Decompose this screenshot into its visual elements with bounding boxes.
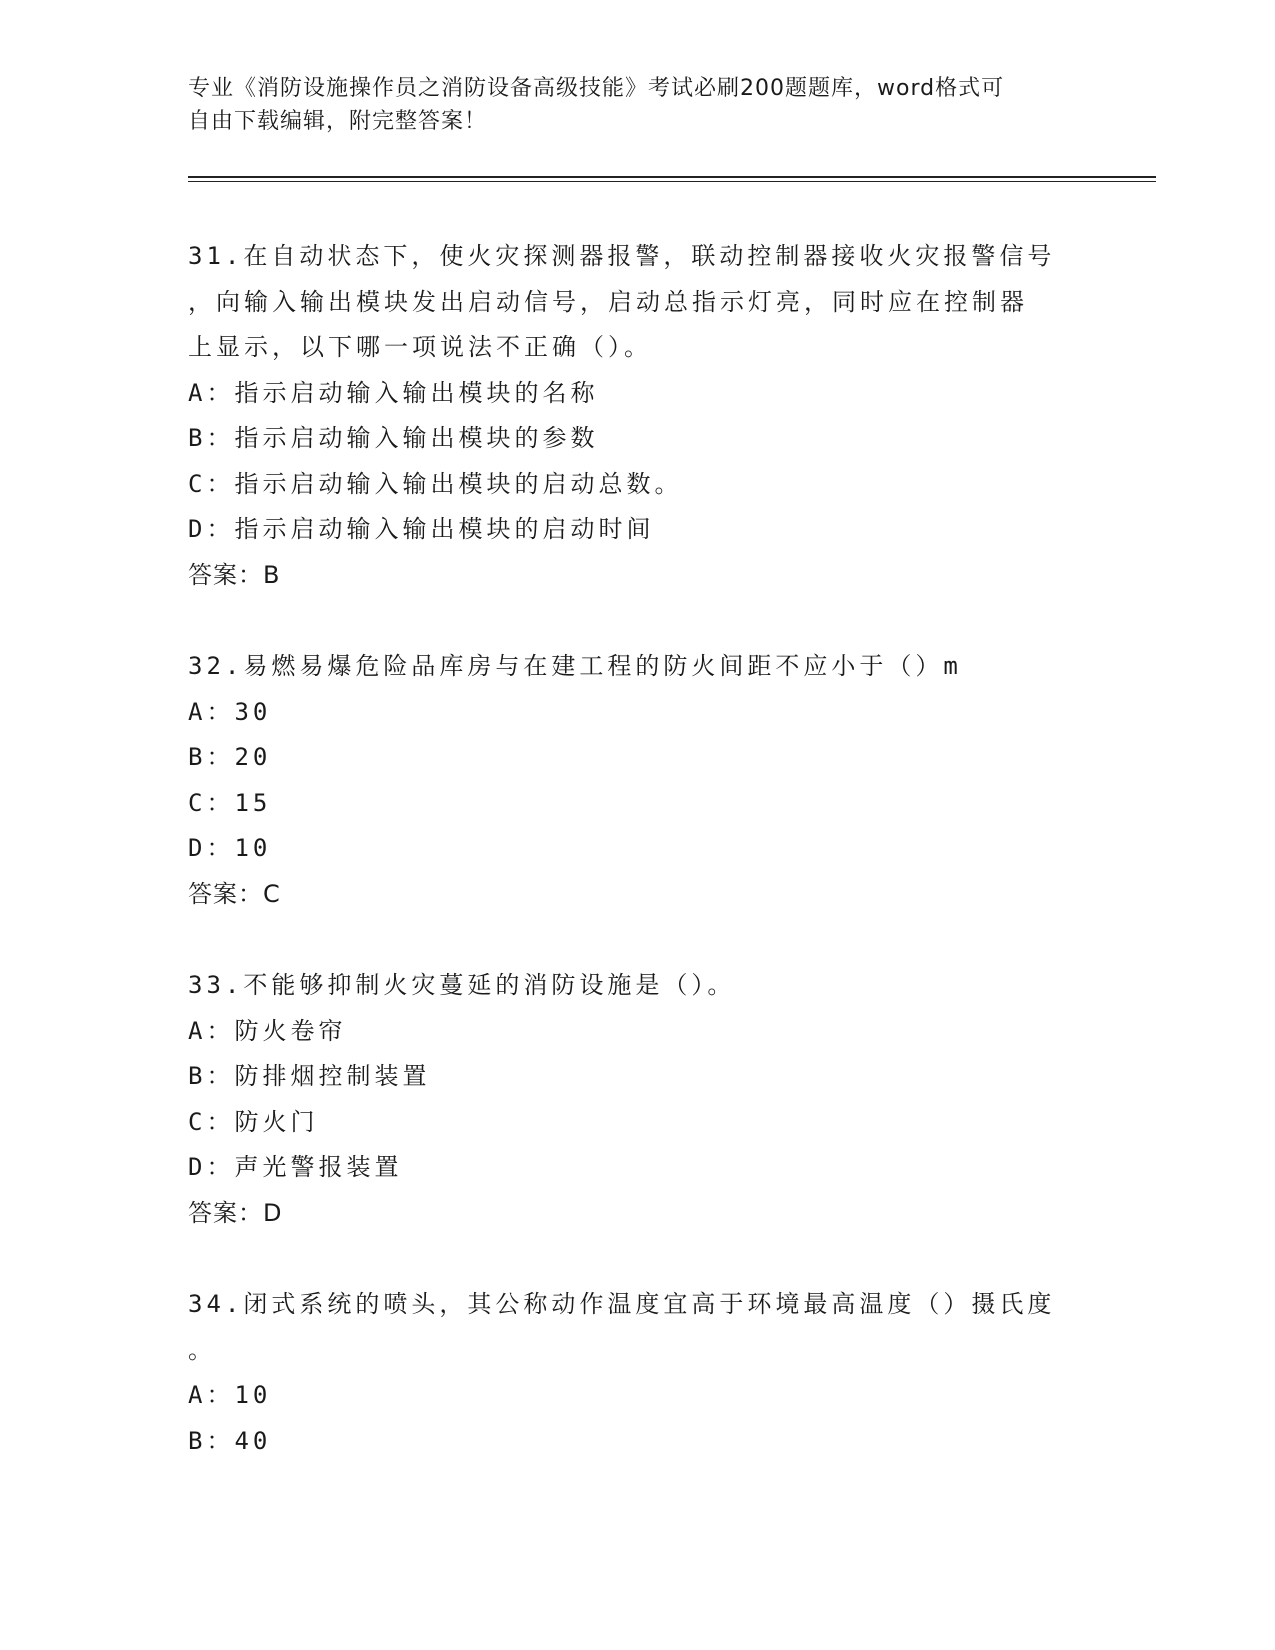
option-c: C：15 — [188, 788, 272, 817]
answer: 答案：C — [188, 879, 281, 908]
option-a: A：防火卷帘 — [188, 1016, 347, 1045]
question-stem: 32.易燃易爆危险品库房与在建工程的防火间距不应小于（）m — [188, 652, 962, 680]
question-stem: 31.在自动状态下，使火灾探测器报警，联动控制器接收火灾报警信号 — [188, 242, 1056, 270]
question-stem: 。 — [188, 1335, 216, 1364]
header-line-1: 专业《消防设施操作员之消防设备高级技能》考试必刷200题题库，word格式可 — [188, 76, 1005, 101]
option-b: B：指示启动输入输出模块的参数 — [188, 424, 599, 452]
question-32 — [188, 644, 1088, 917]
header-line-2: 自由下载编辑，附完整答案！ — [188, 109, 488, 134]
option-d: D：声光警报装置 — [188, 1153, 403, 1181]
header-divider-thin — [188, 181, 1156, 182]
question-stem: 33.不能够抑制火灾蔓延的消防设施是（）。 — [188, 971, 736, 999]
option-a: A：30 — [188, 697, 272, 726]
header-divider-thick — [188, 176, 1156, 178]
option-b: B：40 — [188, 1426, 272, 1455]
option-a: A：10 — [188, 1381, 272, 1409]
option-b: B：20 — [188, 743, 272, 771]
option-b: B：防排烟控制装置 — [188, 1062, 431, 1090]
option-d: D：10 — [188, 834, 272, 862]
question-31 — [188, 234, 1088, 598]
question-stem: 34.闭式系统的喷头，其公称动作温度宜高于环境最高温度（）摄氏度 — [188, 1290, 1056, 1318]
option-d: D：指示启动输入输出模块的启动时间 — [188, 515, 655, 543]
question-34 — [188, 1282, 1088, 1464]
question-33 — [188, 963, 1088, 1236]
question-list — [188, 234, 1088, 1464]
answer: 答案：B — [188, 560, 281, 589]
question-stem: ，向输入输出模块发出启动信号，启动总指示灯亮，同时应在控制器 — [188, 287, 1028, 316]
document-header — [188, 72, 1068, 138]
answer: 答案：D — [188, 1198, 283, 1227]
option-c: C：指示启动输入输出模块的启动总数。 — [188, 469, 683, 498]
question-stem: 上显示，以下哪一项说法不正确（）。 — [188, 333, 652, 361]
option-a: A：指示启动输入输出模块的名称 — [188, 378, 599, 407]
option-c: C：防火门 — [188, 1107, 319, 1136]
